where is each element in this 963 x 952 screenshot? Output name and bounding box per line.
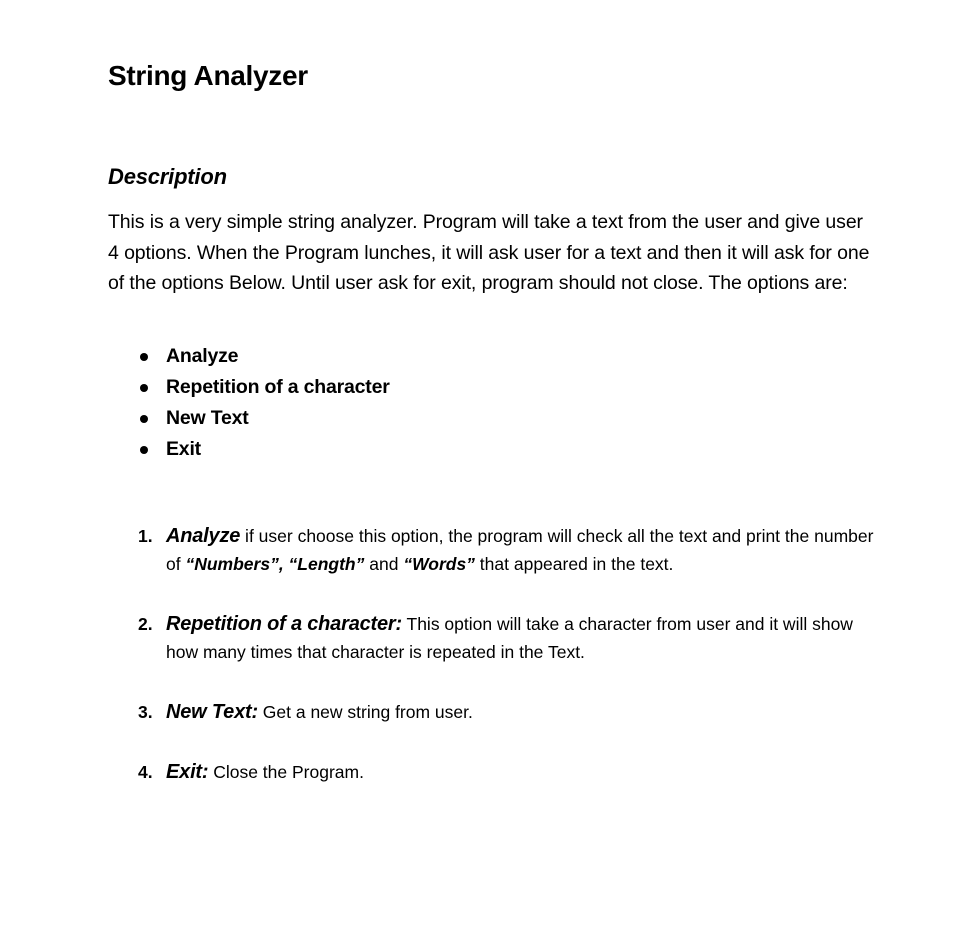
options-list [138, 342, 390, 466]
item-number: 3. [138, 702, 153, 722]
item-text: Close the Program. [208, 762, 364, 782]
description-heading: Description [108, 164, 227, 189]
item-number: 2. [138, 614, 153, 634]
detail-item-repetition [138, 610, 878, 666]
page-title: String Analyzer [108, 60, 308, 91]
item-content [166, 758, 878, 786]
bullet-icon [140, 446, 148, 454]
item-term: Repetition of a character: [166, 613, 402, 635]
item-term: New Text: [166, 701, 258, 723]
option-label: Analyze [166, 345, 239, 367]
item-content [166, 522, 878, 578]
quoted-terms: “Numbers”, “Length” [185, 554, 365, 574]
list-item [138, 404, 390, 435]
item-number: 4. [138, 762, 153, 782]
item-term: Analyze [166, 525, 241, 547]
item-text: and [364, 554, 404, 574]
description-paragraph: This is a very simple string analyzer. Program will take a text from the user and give user 4 options. When the Program lunches, it will ask user for a text and then it will ask for one of the options Below. Until user ask for exit, program should not close. The options are: [108, 211, 870, 294]
option-label: New Text [166, 407, 249, 429]
detail-item-new-text [138, 698, 878, 726]
item-text: if user choose this option, the program will check all the text and print the number of [166, 526, 874, 574]
quoted-term: “Words” [403, 554, 475, 574]
bullet-icon [140, 384, 148, 392]
bullet-icon [140, 353, 148, 361]
item-term: Exit: [166, 761, 209, 783]
item-number: 1. [138, 526, 153, 546]
list-item [138, 435, 390, 466]
detail-item-analyze [138, 522, 878, 578]
option-label: Exit [166, 438, 201, 460]
item-content [166, 698, 878, 726]
list-item [138, 342, 390, 373]
bullet-icon [140, 415, 148, 423]
detail-item-exit [138, 758, 878, 786]
list-item [138, 373, 390, 404]
option-label: Repetition of a character [166, 376, 390, 398]
item-text: that appeared in the text. [474, 554, 674, 574]
item-text: This option will take a character from user and it will show how many times that character is repeated in the Text. [166, 614, 853, 662]
item-content [166, 610, 878, 666]
item-text: Get a new string from user. [257, 702, 473, 722]
